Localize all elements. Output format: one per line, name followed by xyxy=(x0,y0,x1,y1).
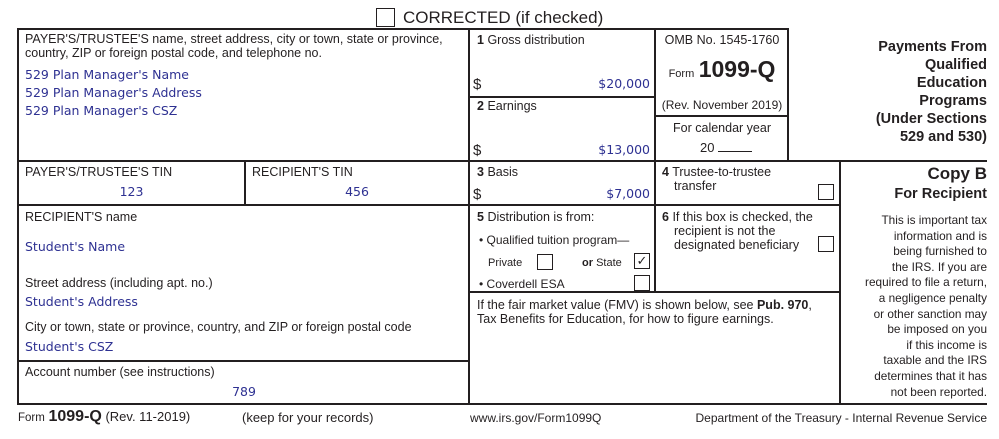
corrected-label: CORRECTED (if checked) xyxy=(403,8,604,27)
recipient-city-value[interactable]: Student's CSZ xyxy=(25,339,114,354)
col-divider-left xyxy=(468,28,470,405)
box5-private-label: Private xyxy=(488,257,523,269)
payer-tin-label: PAYER'S/TRUSTEE'S TIN xyxy=(25,165,173,179)
corrected-checkbox[interactable] xyxy=(376,8,395,27)
footer-irs-url[interactable]: www.irs.gov/Form1099Q xyxy=(470,411,602,425)
box5-qtp-label: • Qualified tuition program— xyxy=(479,233,630,247)
row-main-divider xyxy=(17,160,987,162)
account-number-value[interactable]: 789 xyxy=(232,384,256,399)
box5-private-checkbox[interactable] xyxy=(537,254,553,270)
calendar-year[interactable]: 20 xyxy=(700,139,752,155)
row-box56-bottom xyxy=(468,291,841,293)
box3-basis-value[interactable]: $7,000 xyxy=(606,186,650,201)
recipient-street-value[interactable]: Student's Address xyxy=(25,294,138,309)
payer-address: 529 Plan Manager's Address xyxy=(25,85,202,100)
payer-csz: 529 Plan Manager's CSZ xyxy=(25,103,178,118)
box3-label: 3 Basis xyxy=(477,165,519,179)
row-box1-bottom xyxy=(468,96,656,98)
form-title: Form 1099-Q xyxy=(668,56,776,82)
omb-number: OMB No. 1545-1760 xyxy=(664,33,780,47)
box5-state-checkbox[interactable]: ✓ xyxy=(634,253,650,269)
box5-state-label: or State xyxy=(582,257,622,269)
box4-label-line2: transfer xyxy=(674,179,717,193)
box2-dollar-sign: $ xyxy=(473,142,482,159)
form-revision: (Rev. November 2019) xyxy=(661,98,783,112)
box3-dollar-sign: $ xyxy=(473,186,482,203)
box6-label-line2: recipient is not the xyxy=(674,224,776,238)
form-bottom-border xyxy=(17,403,987,405)
row-tin-bottom xyxy=(17,204,841,206)
payer-label: PAYER'S/TRUSTEE'S name, street address, city or town, state or province, country, ZIP or foreign postal code, and telephone no. xyxy=(25,32,443,60)
box5-coverdell-checkbox[interactable] xyxy=(634,275,650,291)
recipient-tin-value[interactable]: 456 xyxy=(345,184,369,199)
recipient-name-value[interactable]: Student's Name xyxy=(25,239,126,254)
payer-info[interactable] xyxy=(25,66,465,120)
box6-label-line3: designated beneficiary xyxy=(674,238,800,252)
calendar-year-blank xyxy=(718,139,752,152)
box4-label: 4 Trustee-to-trustee xyxy=(662,165,772,179)
payer-name: 529 Plan Manager's Name xyxy=(25,67,189,82)
row-account-top xyxy=(17,360,470,362)
recipient-tin-label: RECIPIENT'S TIN xyxy=(252,165,353,179)
row-rev-bottom xyxy=(654,115,789,117)
box6-label: 6 If this box is checked, the xyxy=(662,210,813,224)
recipient-name-label: RECIPIENT'S name xyxy=(25,210,138,224)
form-left-border xyxy=(17,28,19,405)
form-description: Payments From Qualified Education Programs (Under Sections 529 and 530) xyxy=(875,39,987,145)
col-divider-copyb xyxy=(839,161,841,405)
box1-dollar-sign: $ xyxy=(473,76,482,93)
fmv-note: If the fair market value (FMV) is shown below, see Pub. 970, Tax Benefits for Education, for how to figure earnings. xyxy=(477,298,812,326)
account-number-label: Account number (see instructions) xyxy=(25,365,215,379)
box5-coverdell-label: • Coverdell ESA xyxy=(479,277,565,291)
box2-label: 2 Earnings xyxy=(477,99,537,113)
footer-department: Department of the Treasury - Internal Revenue Service xyxy=(695,411,987,425)
copy-b-subtitle: For Recipient xyxy=(894,186,987,202)
box4-trustee-transfer-checkbox[interactable] xyxy=(818,184,834,200)
box1-gross-distribution-value[interactable]: $20,000 xyxy=(598,76,650,91)
recipient-city-label: City or town, state or province, country, and ZIP or foreign postal code xyxy=(25,320,412,334)
recipient-street-label: Street address (including apt. no.) xyxy=(25,276,213,290)
box2-earnings-value[interactable]: $13,000 xyxy=(598,142,650,157)
col-divider-omb xyxy=(787,28,789,162)
box1-label: 1 Gross distribution xyxy=(477,33,585,47)
calendar-year-label: For calendar year xyxy=(673,121,771,135)
form-top-border xyxy=(17,28,789,30)
box6-not-beneficiary-checkbox[interactable] xyxy=(818,236,834,252)
footer-keep-records: (keep for your records) xyxy=(242,410,374,425)
copy-b-notice: This is important tax information and is being furnished to the IRS. If you are required to file a return, a negligence penalty or other sanction may be imposed on you if this income is taxable and the IRS determines that it has not been reported. xyxy=(865,213,987,399)
footer-form-id: Form 1099-Q (Rev. 11-2019) xyxy=(18,408,191,425)
box5-label: 5 Distribution is from: xyxy=(477,210,595,224)
copy-b-title: Copy B xyxy=(927,164,987,183)
payer-tin-value[interactable]: 123 xyxy=(119,184,144,199)
